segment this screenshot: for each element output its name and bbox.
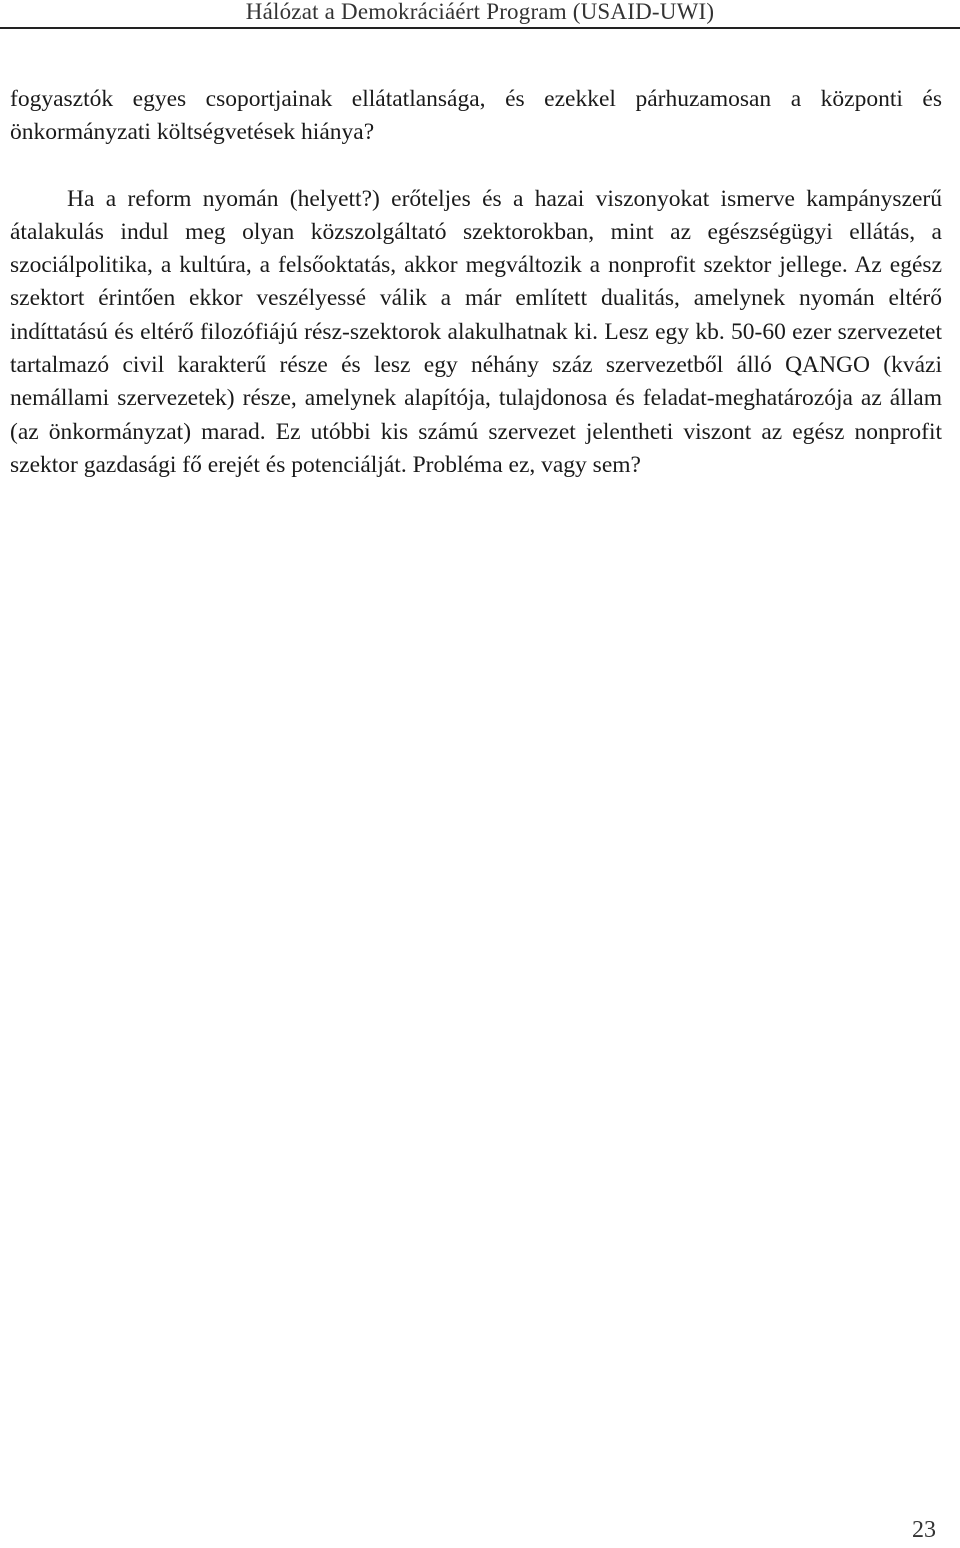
paragraph-reform: Ha a reform nyomán (helyett?) erőteljes és a hazai viszonyokat ismerve kampányszerű átalakulás indul meg olyan közszolgáltató szektorokban, mint az egészségügyi ellátás, a szociálpolitika, a kultúra, a felsőoktatás, akkor megváltozik a nonprofit szektor jellege. Az egész szektort érintően ekkor veszélyessé válik a már említett dualitás, amelynek nyomán eltérő indíttatású és eltérő filozófiájú rész-szektorok alakulhatnak ki. Lesz egy kb. 50-60 ezer szervezetet tartalmazó civil karakterű része és lesz egy néhány száz szervezetből álló QANGO (kvázi nemállami szervezetek) része, amelynek alapítója, tulajdonosa és feladat-meghatározója az állam (az önkormányzat) marad. Ez utóbbi kis számú szervezet jelentheti viszont az egész nonprofit szektor gazdasági fő erejét és potenciálját. Probléma ez, vagy sem?: [10, 185, 942, 478]
running-header: [0, 0, 960, 29]
header-title: Hálózat a Demokráciáért Program (USAID-UWI): [245, 0, 715, 24]
page-number: 23: [912, 1517, 936, 1543]
paragraph-continuation: fogyasztók egyes csoportjainak ellátatlansága, és ezekkel párhuzamosan a központi és önkormányzati költségvetések hiánya?: [10, 86, 942, 146]
body-text: [10, 83, 942, 482]
